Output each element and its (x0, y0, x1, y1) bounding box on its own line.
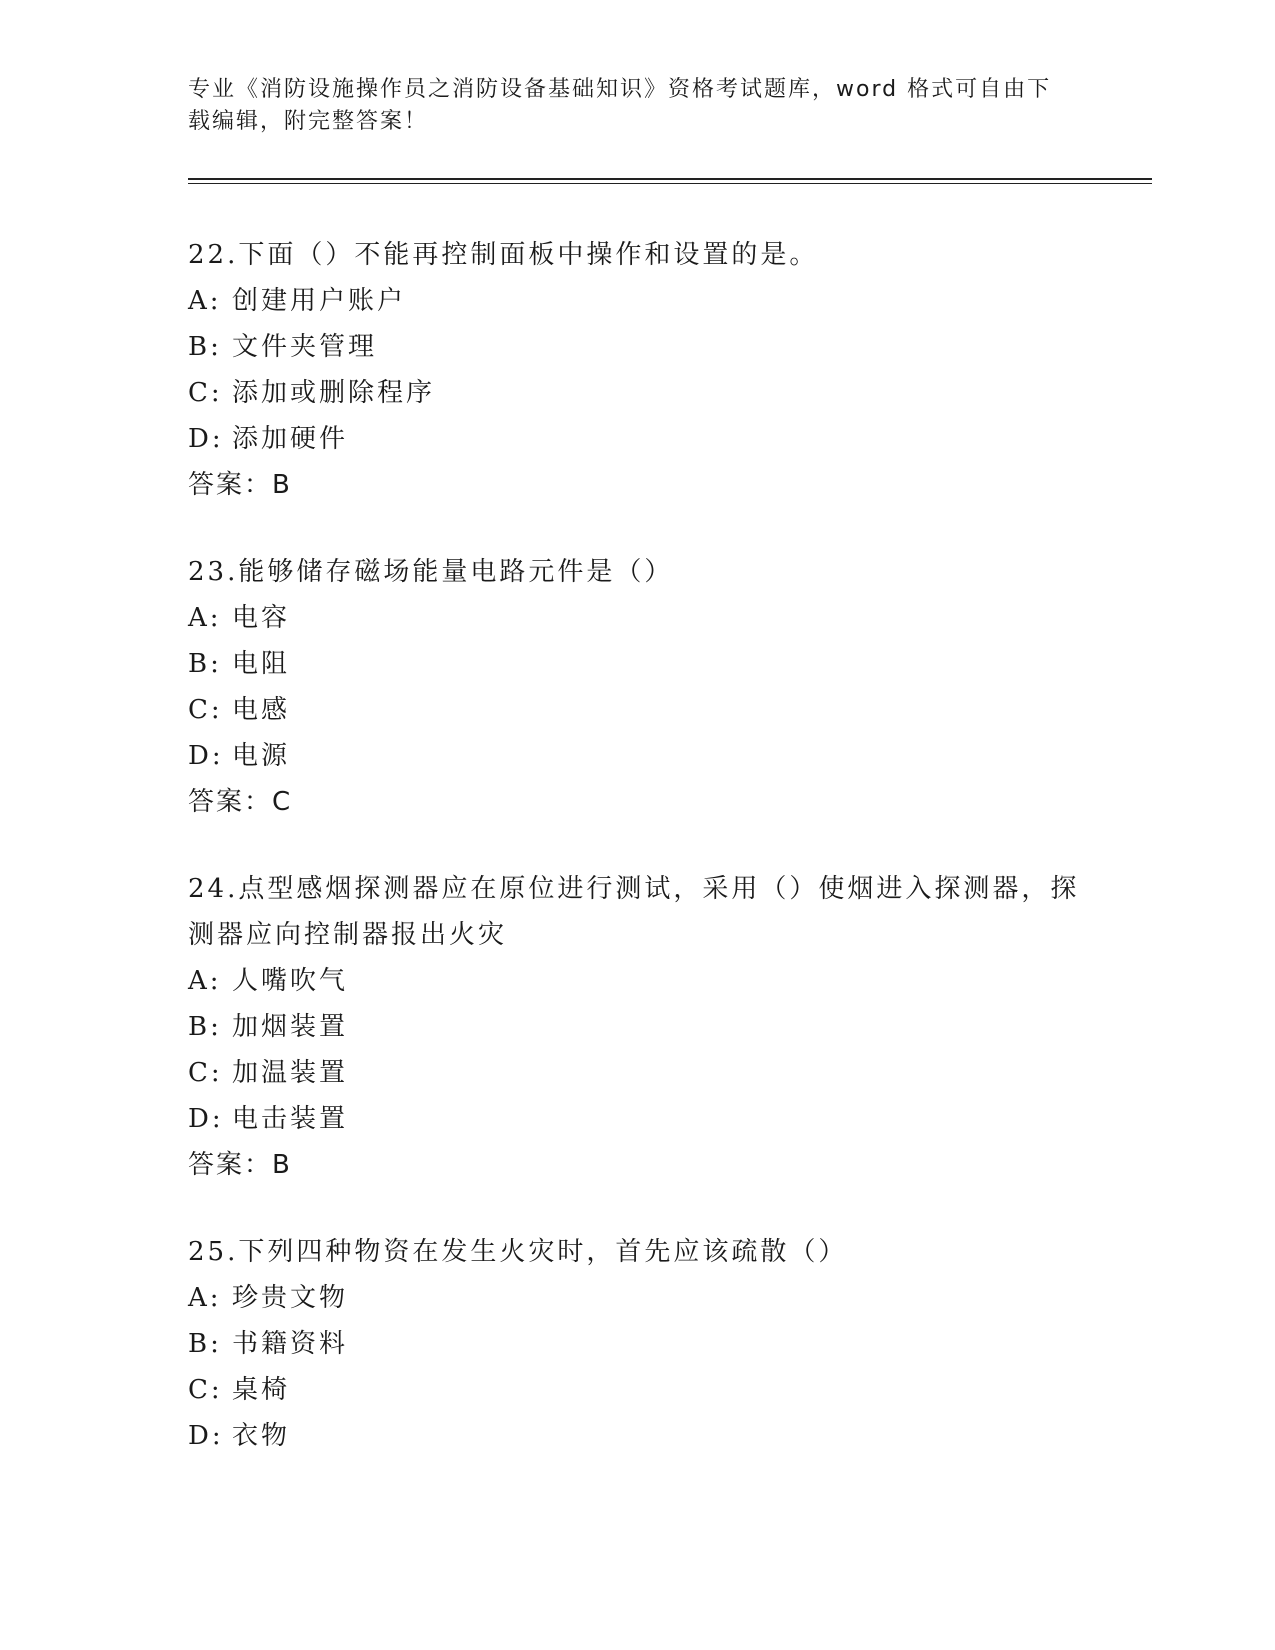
option-text: 电感 (232, 695, 291, 725)
option-b (188, 1004, 1088, 1050)
option-c (188, 370, 1088, 416)
option-c (188, 1367, 1088, 1413)
answer-line: 答案：B (188, 1150, 292, 1180)
question-23 (188, 549, 1088, 825)
question-stem-line-2: 测器应向控制器报出火灾 (188, 920, 508, 950)
option-text: 添加或删除程序 (232, 378, 436, 408)
option-text: 书籍资料 (232, 1329, 349, 1359)
option-b (188, 324, 1088, 370)
option-text: 电阻 (232, 649, 291, 679)
option-key: A: (188, 286, 222, 316)
option-c (188, 1050, 1088, 1096)
option-text: 电源 (232, 741, 291, 771)
option-d (188, 1413, 1088, 1459)
header-line-2: 载编辑，附完整答案！ (188, 109, 429, 134)
option-text: 桌椅 (232, 1375, 291, 1405)
option-key: A: (188, 1283, 222, 1313)
question-24 (188, 866, 1088, 1188)
option-key: B: (188, 332, 222, 362)
header-line-1: 专业《消防设施操作员之消防设备基础知识》资格考试题库，word 格式可自由下 (188, 77, 1052, 102)
option-key: B: (188, 1329, 222, 1359)
option-key: A: (188, 966, 222, 996)
option-text: 电击装置 (232, 1104, 349, 1134)
option-key: C: (188, 695, 223, 725)
answer-line: 答案：C (188, 787, 293, 817)
question-22 (188, 232, 1088, 508)
option-a (188, 595, 1088, 641)
option-key: A: (188, 603, 222, 633)
option-key: B: (188, 1012, 222, 1042)
option-key: C: (188, 378, 223, 408)
option-key: C: (188, 1375, 223, 1405)
option-text: 加温装置 (232, 1058, 349, 1088)
question-25 (188, 1229, 1088, 1459)
option-b (188, 641, 1088, 687)
option-text: 珍贵文物 (232, 1283, 349, 1313)
option-key: D: (188, 1421, 224, 1451)
option-a (188, 278, 1088, 324)
option-text: 添加硬件 (232, 424, 349, 454)
option-b (188, 1321, 1088, 1367)
option-a (188, 1275, 1088, 1321)
option-text: 创建用户账户 (232, 286, 407, 316)
option-text: 人嘴吹气 (232, 966, 349, 996)
option-key: D: (188, 424, 224, 454)
answer-line: 答案：B (188, 470, 292, 500)
option-a (188, 958, 1088, 1004)
option-d (188, 1096, 1088, 1142)
question-stem: 22.下面（）不能再控制面板中操作和设置的是。 (188, 240, 819, 270)
document-header (188, 74, 1068, 138)
option-text: 衣物 (232, 1421, 291, 1451)
option-key: B: (188, 649, 222, 679)
option-key: C: (188, 1058, 223, 1088)
option-text: 文件夹管理 (232, 332, 378, 362)
option-d (188, 416, 1088, 462)
option-text: 加烟装置 (232, 1012, 349, 1042)
question-stem: 23.能够储存磁场能量电路元件是（） (188, 557, 674, 587)
option-c (188, 687, 1088, 733)
question-stem: 25.下列四种物资在发生火灾时，首先应该疏散（） (188, 1237, 848, 1267)
header-divider-top (188, 178, 1152, 180)
question-stem (188, 866, 1088, 958)
option-key: D: (188, 741, 224, 771)
question-stem-line-1: 24.点型感烟探测器应在原位进行测试，采用（）使烟进入探测器，探 (188, 874, 1080, 904)
option-d (188, 733, 1088, 779)
option-key: D: (188, 1104, 224, 1134)
option-text: 电容 (232, 603, 291, 633)
header-divider-bottom (188, 183, 1152, 184)
